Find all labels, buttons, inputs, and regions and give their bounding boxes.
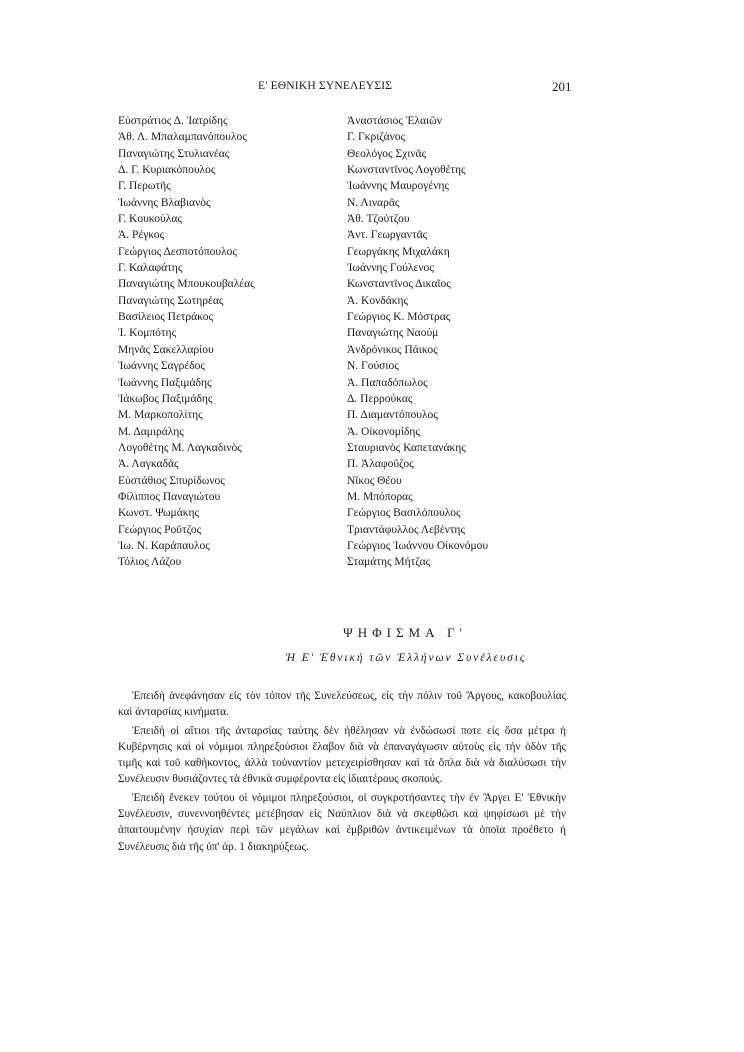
signatory-name: Ἰωάννης Βλαβιανὸς [118, 196, 211, 209]
page-number: 201 [552, 79, 572, 94]
signatory-name: Φίλιππος Παναγιώτου [118, 490, 221, 503]
signatory-name: Ἀθ. Τζούτζου [347, 213, 410, 226]
signatory-name: Ἀ. Λαγκαδᾶς [118, 458, 179, 471]
signatory-name: Παναγιώτης Ναούμ [347, 327, 439, 340]
signatory-name: Ἀ. Ρέγκος [118, 229, 165, 242]
signatory-name: Ἀνδρόνικος Πάικος [347, 343, 438, 356]
decree-body [118, 688, 566, 855]
signatory-name: Κωνστ. Ψωμάκης [118, 507, 200, 520]
signatory-name: Κωνσταντῖνος Δικαῖος [347, 278, 451, 291]
signatory-name: Τριαντάφυλλος Λεβέντης [347, 523, 465, 536]
signatories-right-column [347, 113, 488, 571]
signatory-name: Γεώργιος Κ. Μόστρας [347, 311, 451, 324]
signatory-name: Εὐστάθιος Σπυρίδωνος [118, 474, 225, 487]
signatory-name: Γεώργιος Ἰωάννου Οἰκονόμου [347, 539, 489, 552]
signatory-name: Ν. Γούσιος [347, 360, 399, 373]
signatory-name: Παναγιώτης Μπουκουβαλέας [118, 278, 255, 291]
signatory-name: Γ. Κουκούλας [118, 213, 182, 226]
signatory-name: Ἀ. Οἰκονομίδης [347, 425, 420, 438]
signatory-name: Ἀναστάσιος Ἐλαιῶν [347, 115, 442, 127]
decree-title: ΨΗΦΙΣΜΑ Γ' [343, 625, 467, 640]
signatory-name: Π. Διαμαντόπουλος [347, 409, 438, 422]
running-title: Ε' ΕΘΝΙΚΗ ΣΥΝΕΛΕΥΣΙΣ [258, 80, 393, 92]
signatory-name: Γεώργιος Δεσποτόπουλος [118, 245, 237, 258]
signatory-name: Θεολόγος Σχινᾶς [347, 147, 427, 160]
signatory-name: Λογοθέτης Μ. Λαγκαδινὸς [118, 441, 242, 454]
running-head [0, 80, 744, 96]
signatory-name: Ἰωάννης Γούλενος [347, 262, 434, 275]
signatory-name: Δ. Γ. Κυριακόπουλος [118, 164, 216, 177]
signatory-name: Ἀθ. Λ. Μπαλαμπανόπουλος [118, 131, 247, 144]
signatory-name: Ἰάκωβος Παξιμάδης [118, 392, 213, 405]
decree-paragraph: Ἐπειδὴ ἀνεφάνησαν εἰς τὸν τόπον τῆς Συνελεύσεως, εἰς τὴν πόλιν τοῦ Ἄργους, κακοβουλίας καὶ ἀνταρσίας κινήματα. [118, 690, 566, 719]
signatory-name: Γ. Γκριζάνος [347, 131, 406, 144]
decree-paragraph: Ἐπειδὴ οἱ αἴτιοι τῆς ἀνταρσίας ταύτης δὲν ἠθέλησαν νὰ ἐνδώσωσί ποτε εἰς ὅσα μέτρα ἡ Κυβέρνησις καὶ οἱ νόμιμοι πληρεξούσιοι ἔλαβον διὰ νὰ ἐπαναγάγωσιν αὐτοὺς εἰς τὴν ὁδὸν τῆς τιμῆς καὶ τοῦ καθήκοντος, ἀλλὰ τοὐναντίον μετεχειρίσθησαν καὶ τὰ ὅπλα διὰ νὰ διαλύσωσι τὴν Συνέλευσιν θυσιάζοντες τὰ ἐθνικὰ συμφέροντα εἰς ἰδιαιτέρους σκοπούς. [118, 724, 566, 786]
signatory-name: Ἀ. Παπαδόπωλος [347, 376, 428, 389]
signatory-name: Μ. Μαρκοπολίτης [118, 409, 203, 422]
decree-paragraph: Ἐπειδὴ ἕνεκεν τούτου οἱ νόμιμοι πληρεξούσιοι, οἱ συγκροτήσαντες τὴν ἐν Ἄργει Ε' Ἐθνικὴν Συνέλευσιν, συνεννοηθέντες μετέβησαν εἰς Ναύπλιον διὰ νὰ σκεφθῶσι καὶ ψηφίσωσι μὲ τὴν ἀπαιτουμένην ἡσυχίαν περὶ τῶν μεγάλων καὶ ἐμβριθῶν ἀντικειμένων τὰ ὁποῖα προέθετο ἡ Συνέλευσις διὰ τῆς ὑπ' ἀρ. 1 διακηρύξεως. [118, 791, 566, 853]
decree-subtitle: Ἡ Ε' Ἐθνικὴ τῶν Ἑλλήνων Συνέλευσις [285, 652, 527, 664]
signatory-name: Ἀ. Κονδάκης [347, 294, 409, 307]
signatory-name: Κωνσταντῖνος Λογοθέτης [347, 164, 466, 177]
signatory-name: Ἰ. Κομπότης [118, 327, 177, 340]
signatory-name: Βασίλειος Πετράκος [118, 311, 214, 324]
signatory-name: Γ. Καλαφάτης [118, 262, 183, 275]
signatory-name: Δ. Περρούκας [347, 392, 413, 405]
signatory-name: Ἀντ. Γεωργαντᾶς [347, 229, 428, 242]
signatory-name: Γεωργάκης Μιχαλάκη [347, 245, 450, 258]
signatory-name: Σταυριανὸς Καπετανάκης [347, 441, 466, 454]
signatory-name: Νῖκος Θέου [347, 474, 402, 487]
signatory-name: Ν. Λιναρᾶς [347, 196, 400, 209]
signatory-name: Ἰωάννης Σαγρέδος [118, 360, 205, 373]
signatory-name: Ἰω. Ν. Καράπαυλος [118, 539, 210, 552]
signatory-name: Παναγιώτης Στυλιανέας [118, 147, 230, 160]
signatory-name: Εὐστράτιος Δ. Ἰατρίδης [118, 115, 228, 127]
signatory-name: Τόλιος Λάζου [118, 556, 182, 569]
signatory-name: Μ. Μπόπορας [347, 490, 413, 503]
signatory-name: Γεώργιος Ροῦτζος [118, 523, 202, 536]
signatory-name: Ἰωάννης Μαυρογένης [347, 180, 449, 193]
signatory-name: Ἰωάννης Παξιμάδης [118, 376, 212, 389]
signatories-left-column [118, 113, 255, 571]
signatory-name: Σταμάτης Μήτζας [347, 556, 431, 569]
signatory-name: Γεώργιος Βασιλόπουλος [347, 507, 461, 520]
signatory-name: Παναγιώτης Σωτηρέας [118, 294, 224, 307]
signatory-name: Μηνᾶς Σακελλαρίου [118, 343, 214, 356]
signatory-name: Γ. Περωτῆς [118, 180, 171, 193]
signatory-name: Μ. Δαμιράλης [118, 425, 184, 438]
signatory-name: Π. Ἀλαφοῦζος [347, 458, 414, 471]
